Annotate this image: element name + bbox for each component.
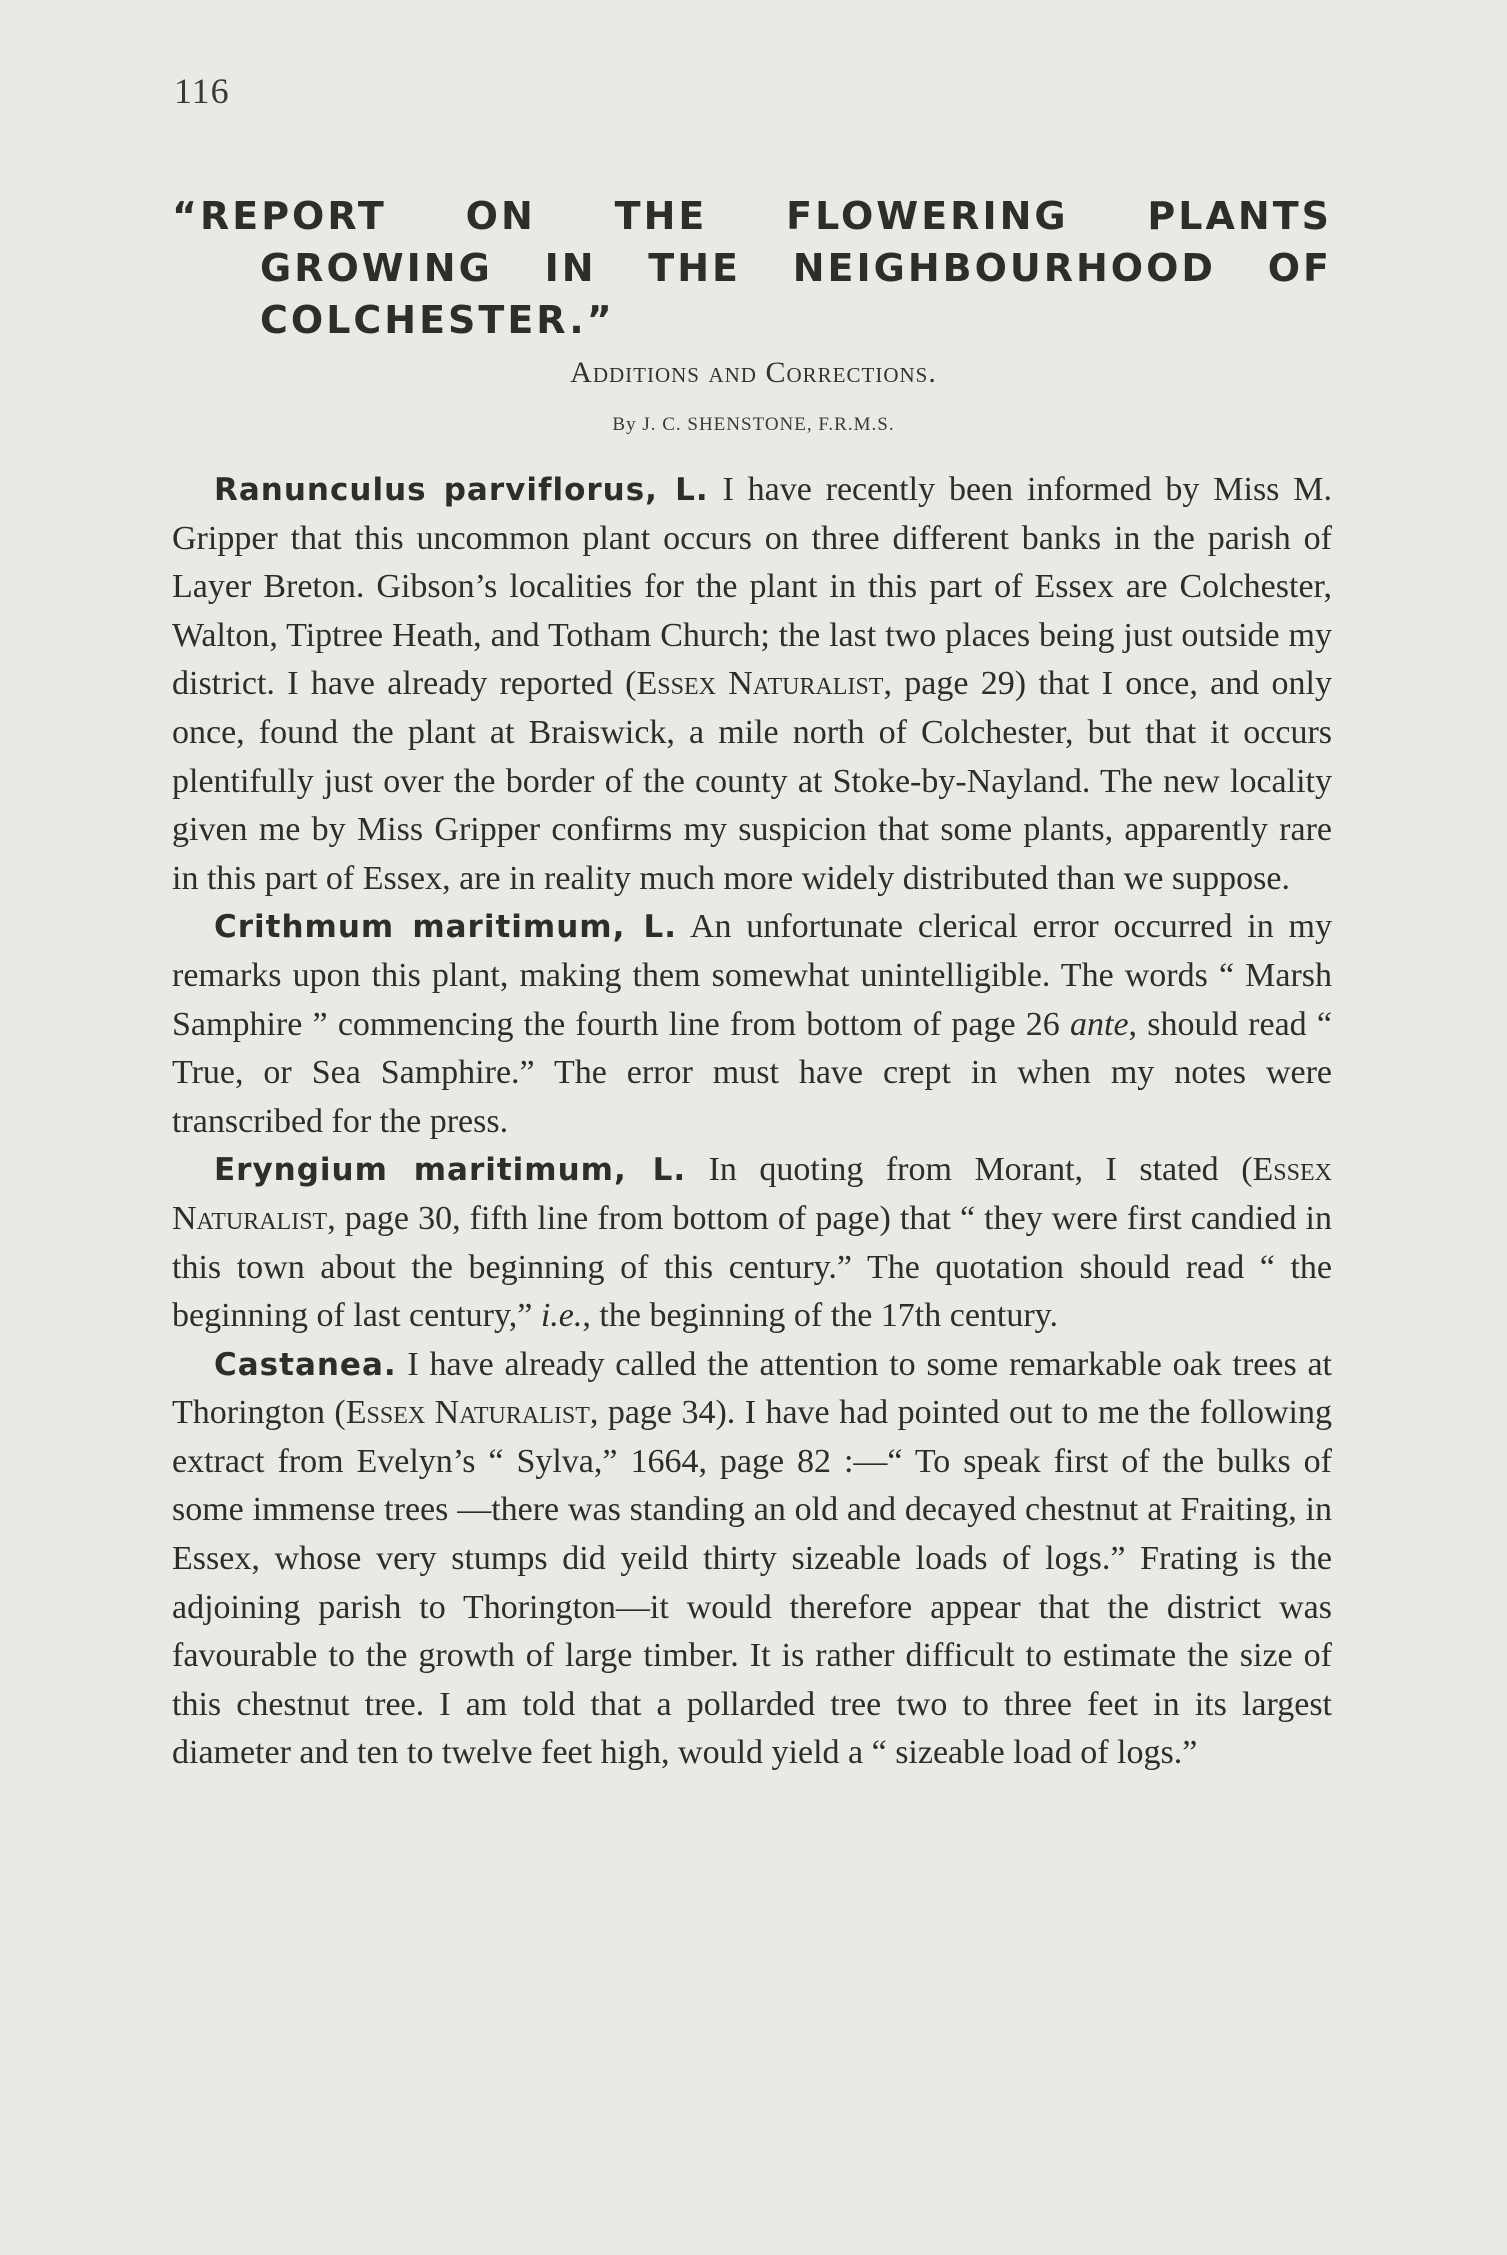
entry-text: , should read “ True, or Sea Samphire.” The error must have crept in when my notes were transcribed for the press. xyxy=(172,1005,1332,1140)
entry-heading: Crithmum maritimum, L. xyxy=(214,909,677,946)
entry-text: , page 29) that I once, and only once, found the plant at Braiswick, a mile north of Colchester, but that it occurs plentifully just over the border of the county at Stoke-by-Nayland. The new locality given me by Miss Gripper confirms my suspicion that some plants, apparently rare in this part of Essex, are in reality much more widely distributed than we suppose. xyxy=(172,665,1332,897)
page-number: 116 xyxy=(174,71,230,111)
author-byline: By J. C. SHENSTONE, F.R.M.S. xyxy=(612,414,895,435)
entry-heading: Castanea. xyxy=(214,1346,397,1383)
entry-castanea xyxy=(172,1341,1332,1778)
entry-text: , the beginning of the 17th century. xyxy=(582,1297,1058,1335)
entry-crithmum xyxy=(172,903,1332,1146)
entry-text: I have already called the attention to some remarkable oak trees at Thorington ( xyxy=(172,1345,1332,1432)
entry-text: I have recently been informed by Miss M. Gripper that this uncommon plant occurs on three different banks in the parish of Layer Breton. Gibson’s localities for the plant in this part of Essex are Colchester, Walton, Tiptree Heath, and Totham Church; the last two places being just outside my district. I have already reported ( xyxy=(172,471,1332,703)
title-line-1: “REPORT ON THE FLOWERING PLANTS xyxy=(172,194,1332,238)
entry-text: , page 30, fifth line from bottom of page) that “ they were first candied in this town about the beginning of this century.” The quotation should read “ the beginning of last century,” xyxy=(172,1199,1332,1335)
entry-ranunculus xyxy=(172,466,1332,903)
entry-text: , page 34). I have had pointed out to me the following extract from Evelyn’s “ Sylva,” 1664, page 82 :—“ To speak first of the bulks of some immense trees —there was standing an old and decayed chestnut at Fraiting, in Essex, whose very stumps did yeild thirty sizeable loads of logs.” Frating is the adjoining parish to Thorington—it would therefore appear that the district was favourable to the growth of large timber. It is rather difficult to estimate the size of this chestnut tree. I am told that a pollarded tree two to three feet in its largest diameter and ten to twelve feet high, would yield a “ sizeable load of logs.” xyxy=(172,1394,1332,1772)
entry-text: In quoting from Morant, I stated ( xyxy=(686,1151,1253,1189)
article-body xyxy=(172,466,1332,1778)
entry-text: An unfortunate clerical error occurred in my remarks upon this plant, making them somewhat unintelligible. The words “ Marsh Samphire ” commencing the fourth line from bottom of page 26 xyxy=(172,908,1332,1043)
article-title xyxy=(172,190,1332,346)
journal-reference: Essex Naturalist xyxy=(172,1151,1332,1237)
title-line-2: GROWING IN THE NEIGHBOURHOOD OF xyxy=(260,246,1332,290)
title-line-3: COLCHESTER.” xyxy=(260,298,615,342)
entry-heading: Eryngium maritimum, L. xyxy=(214,1152,687,1189)
journal-reference: Essex Naturalist xyxy=(636,665,884,703)
entry-heading: Ranunculus parviflorus, L. xyxy=(214,472,709,508)
journal-reference: Essex Naturalist xyxy=(345,1394,590,1432)
entry-eryngium xyxy=(172,1146,1332,1340)
italic-term: i.e. xyxy=(540,1297,583,1335)
italic-term: ante xyxy=(1070,1005,1129,1043)
article-subtitle: Additions and Corrections. xyxy=(570,356,937,389)
